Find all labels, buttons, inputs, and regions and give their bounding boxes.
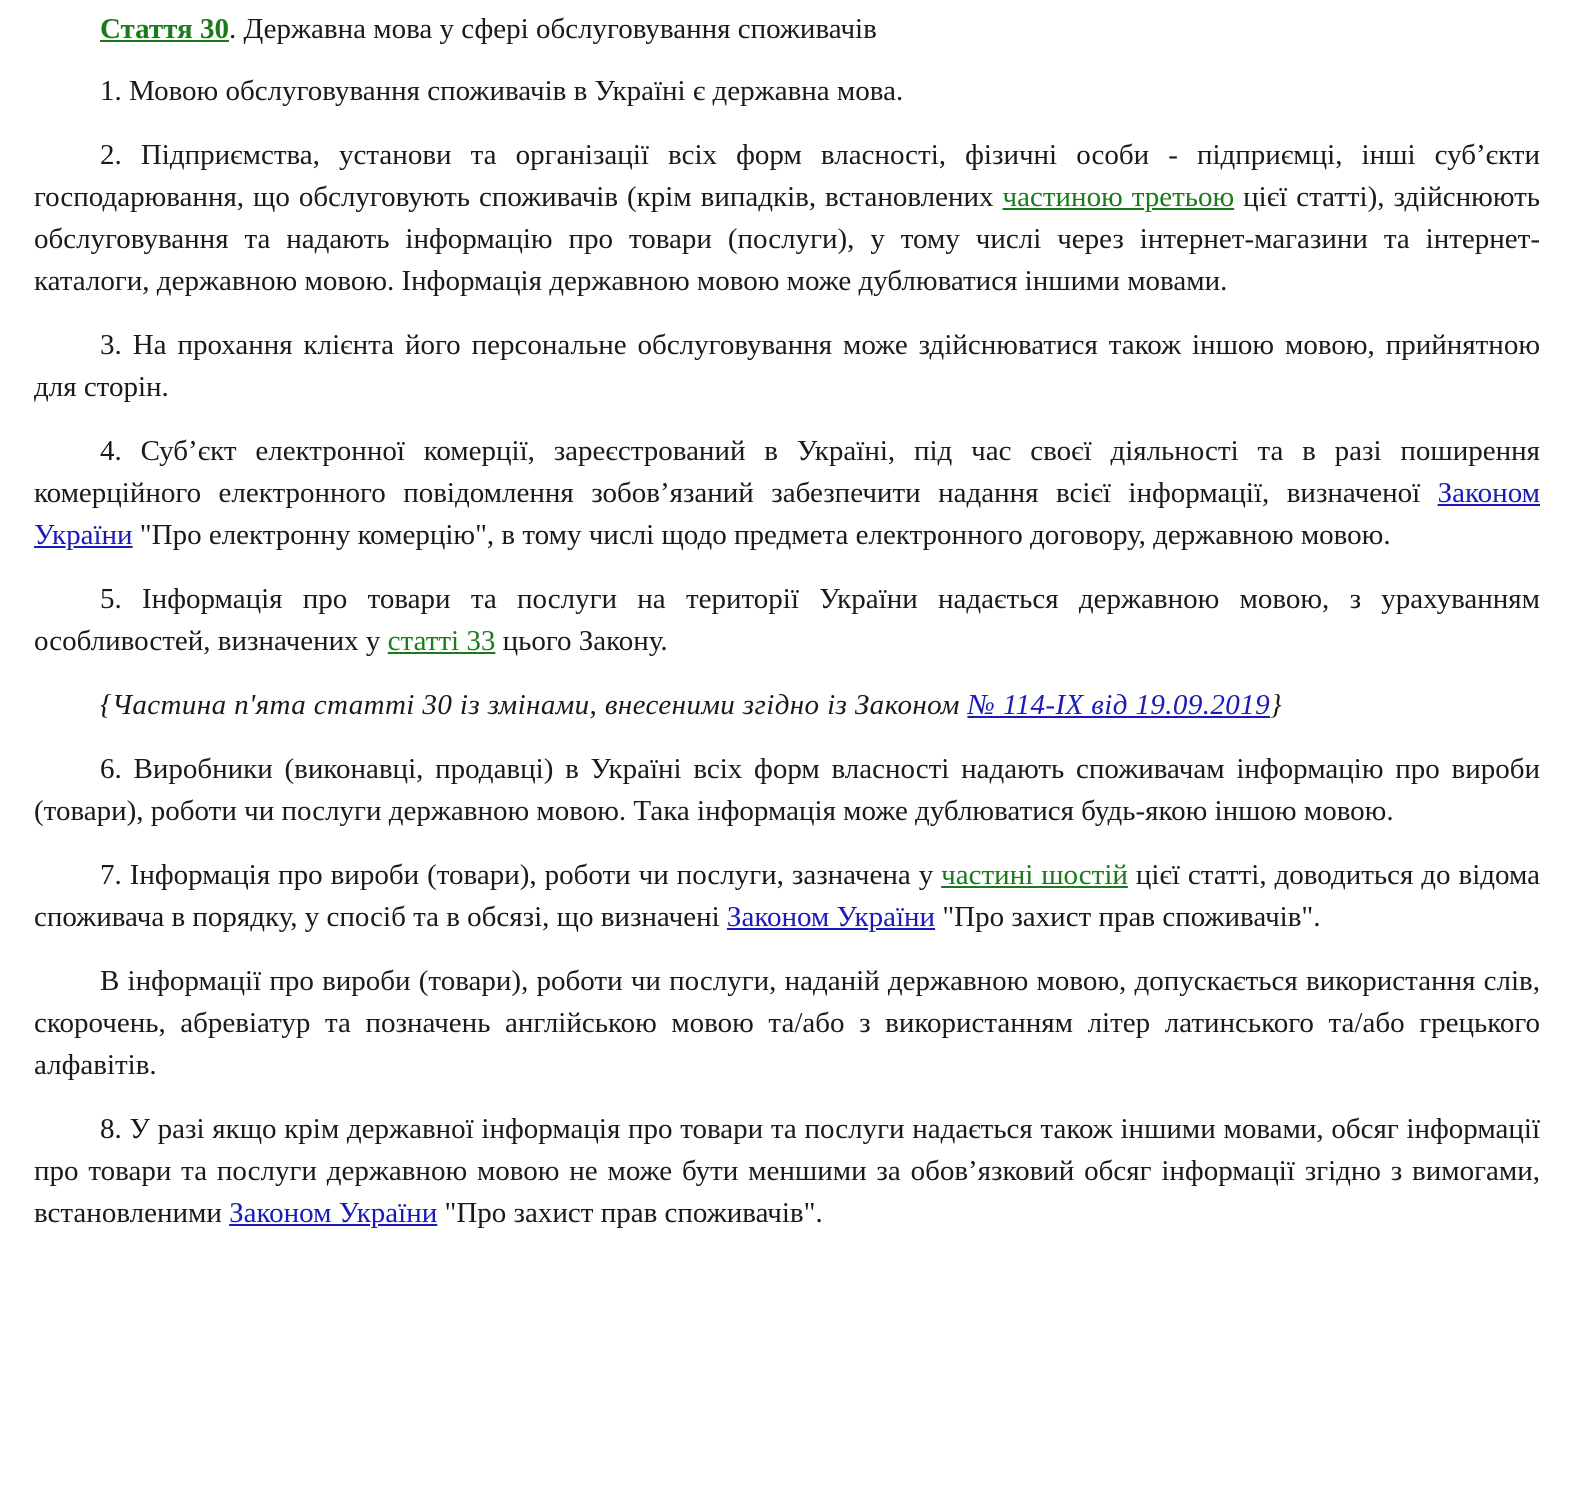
consumer-rights-law-link-2[interactable]: Законом України: [229, 1197, 438, 1229]
paragraph-7-continuation-text: В інформації про вироби (товари), роботи чи послуги, наданій державною мовою, допускається використання слів, скорочень, абревіатур та позначень англійською мовою та/або з використанням літер латинського та/або грецького алфавітів.: [34, 965, 1540, 1081]
paragraph-1: [34, 70, 1540, 112]
paragraph-5-text-end: цього Закону.: [495, 625, 668, 657]
article-30-link[interactable]: Стаття 30: [100, 13, 229, 45]
part-six-link[interactable]: частині шостій: [941, 859, 1128, 891]
consumer-rights-law-link[interactable]: Законом України: [726, 901, 936, 933]
paragraph-7-text-end: "Про захист прав споживачів".: [935, 901, 1321, 933]
paragraph-7-continuation: [34, 960, 1540, 1086]
paragraph-1-text: 1. Мовою обслуговування споживачів в Україні є державна мова.: [100, 75, 904, 107]
article-title-text: . Державна мова у сфері обслуговування споживачів: [228, 13, 877, 45]
paragraph-5-text-start: 5. Інформація про товари та послуги на території України надається державною мовою, з урахуванням особливостей, визначених у: [34, 583, 1540, 657]
paragraph-8-text-end: "Про захист прав споживачів".: [437, 1197, 823, 1229]
paragraph-4-text-start: 4. Суб’єкт електронної комерції, зареєстрований в Україні, під час своєї діяльності та в разі поширення комерційного електронного повідомлення зобов’язаний забезпечити надання всієї інформації, визначеної: [34, 435, 1540, 509]
paragraph-4-text-end: "Про електронну комерцію", в тому числі щодо предмета електронного договору, державною мовою.: [132, 519, 1391, 551]
paragraph-4: [34, 430, 1540, 556]
article-title: [34, 8, 1540, 50]
e-commerce-law-link[interactable]: Законом України: [34, 477, 1540, 551]
paragraph-2: [34, 134, 1540, 302]
paragraph-7: [34, 854, 1540, 938]
paragraph-7-text-middle: цієї статті, доводиться до відома споживача в порядку, у спосіб та в обсязі, що визначені: [34, 859, 1540, 933]
paragraph-2-text-start: 2. Підприємства, установи та організації всіх форм власності, фізичні особи - підприємці, інші суб’єкти господарювання, що обслуговують споживачів (крім випадків, встановлених: [34, 139, 1540, 213]
paragraph-5: [34, 578, 1540, 662]
paragraph-6: [34, 748, 1540, 832]
paragraph-8-text-start: 8. У разі якщо крім державної інформація про товари та послуги надається також іншими мовами, обсяг інформації про товари та послуги державною мовою не може бути меншими за обов’язковий обсяг інформації згідно з вимогами, встановленими: [34, 1113, 1540, 1229]
law-114-ix-link[interactable]: № 114-IX від 19.09.2019: [967, 689, 1270, 721]
paragraph-3: [34, 324, 1540, 408]
paragraph-7-text-start: 7. Інформація про вироби (товари), роботи чи послуги, зазначена у: [100, 859, 942, 891]
amendment-note: [34, 684, 1540, 726]
paragraph-2-text-end: цієї статті), здійснюють обслуговування та надають інформацію про товари (послуги), у тому числі через інтернет-магазини та інтернет-каталоги, державною мовою. Інформація державною мовою може дублюватися іншими мовами.: [34, 181, 1540, 297]
paragraph-6-text: 6. Виробники (виконавці, продавці) в Україні всіх форм власності надають споживачам інформацію про вироби (товари), роботи чи послуги державною мовою. Така інформація може дублюватися будь-якою іншою мовою.: [34, 753, 1540, 827]
article-33-link[interactable]: статті 33: [387, 625, 496, 657]
amendment-note-text-start: {Частина п'ята статті 30 із змінами, внесеними згідно із Законом: [100, 689, 968, 721]
part-three-link[interactable]: частиною третьою: [1002, 181, 1235, 213]
paragraph-8: [34, 1108, 1540, 1234]
amendment-note-text-end: }: [1269, 689, 1282, 721]
paragraph-3-text: 3. На прохання клієнта його персональне обслуговування може здійснюватися також іншою мовою, прийнятною для сторін.: [34, 329, 1540, 403]
